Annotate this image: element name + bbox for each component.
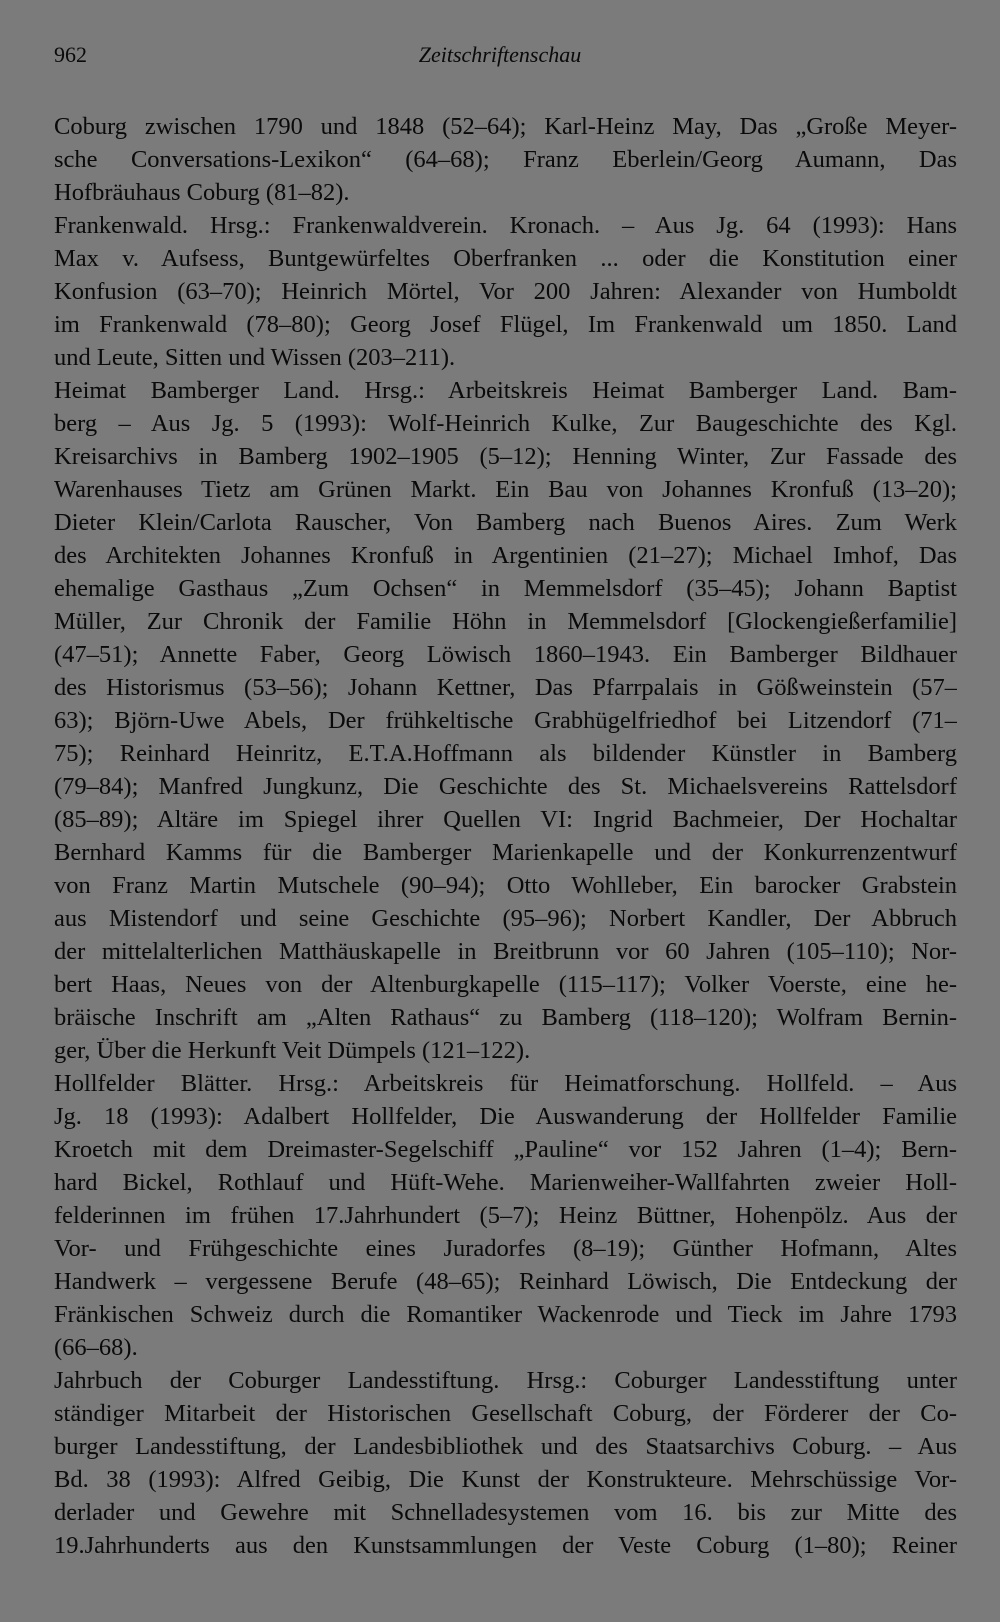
- text-line: hard Bickel, Rothlauf und Hüft-Wehe. Marienweiher-Wallfahrten zweier Holl-: [54, 1169, 957, 1196]
- text-line: felderinnen im frühen 17.Jahrhundert (5–7); Heinz Büttner, Hohenpölz. Aus der: [54, 1202, 957, 1229]
- text-line: berg – Aus Jg. 5 (1993): Wolf-Heinrich Kulke, Zur Baugeschichte des Kgl.: [54, 410, 957, 437]
- text-line: bräische Inschrift am „Alten Rathaus“ zu Bamberg (118–120); Wolfram Bernin-: [54, 1004, 957, 1031]
- text-line: der mittelalterlichen Matthäuskapelle in Breitbrunn vor 60 Jahren (105–110); Nor-: [54, 938, 957, 965]
- text-line: (47–51); Annette Faber, Georg Löwisch 1860–1943. Ein Bamberger Bildhauer: [54, 641, 957, 668]
- text-line: Jahrbuch der Coburger Landesstiftung. Hrsg.: Coburger Landesstiftung unter: [54, 1367, 957, 1394]
- running-head: [54, 42, 946, 78]
- text-line: (85–89); Altäre im Spiegel ihrer Quellen VI: Ingrid Bachmeier, Der Hochaltar: [54, 806, 957, 833]
- running-title: Zeitschriftenschau: [418, 42, 582, 67]
- text-line: Vor- und Frühgeschichte eines Juradorfes (8–19); Günther Hofmann, Altes: [54, 1235, 957, 1262]
- text-line: Konfusion (63–70); Heinrich Mörtel, Vor 200 Jahren: Alexander von Humboldt: [54, 278, 957, 305]
- text-line: Warenhauses Tietz am Grünen Markt. Ein Bau von Johannes Kronfuß (13–20);: [54, 476, 957, 503]
- text-line: Dieter Klein/Carlota Rauscher, Von Bamberg nach Buenos Aires. Zum Werk: [54, 509, 957, 536]
- page-number: 962: [54, 42, 87, 67]
- text-line: Fränkischen Schweiz durch die Romantiker Wackenrode und Tieck im Jahre 1793: [54, 1301, 957, 1328]
- text-line: Frankenwald. Hrsg.: Frankenwaldverein. Kronach. – Aus Jg. 64 (1993): Hans: [54, 212, 957, 239]
- text-line: aus Mistendorf und seine Geschichte (95–96); Norbert Kandler, Der Abbruch: [54, 905, 957, 932]
- text-line: Handwerk – vergessene Berufe (48–65); Reinhard Löwisch, Die Entdeckung der: [54, 1268, 957, 1295]
- text-line: Bernhard Kamms für die Bamberger Marienkapelle und der Konkurrenzentwurf: [54, 839, 957, 866]
- text-line: (66–68).: [54, 1334, 138, 1361]
- text-line: ger, Über die Herkunft Veit Dümpels (121–122).: [54, 1037, 531, 1064]
- text-line: von Franz Martin Mutschele (90–94); Otto Wohlleber, Ein barocker Grabstein: [54, 872, 957, 899]
- text-line: Hollfelder Blätter. Hrsg.: Arbeitskreis für Heimatforschung. Hollfeld. – Aus: [54, 1070, 957, 1097]
- text-line: Hofbräuhaus Coburg (81–82).: [54, 179, 350, 206]
- text-line: Kroetch mit dem Dreimaster-Segelschiff „Pauline“ vor 152 Jahren (1–4); Bern-: [54, 1136, 957, 1163]
- text-line: Müller, Zur Chronik der Familie Höhn in Memmelsdorf [Glockengießerfamilie]: [54, 608, 957, 635]
- text-line: des Architekten Johannes Kronfuß in Argentinien (21–27); Michael Imhof, Das: [54, 542, 957, 569]
- text-line: 19.Jahrhunderts aus den Kunstsammlungen der Veste Coburg (1–80); Reiner: [54, 1532, 957, 1559]
- text-line: burger Landesstiftung, der Landesbibliothek und des Staatsarchivs Coburg. – Aus: [54, 1433, 957, 1460]
- text-line: Max v. Aufsess, Buntgewürfeltes Oberfranken ... oder die Konstitution einer: [54, 245, 957, 272]
- text-line: (79–84); Manfred Jungkunz, Die Geschichte des St. Michaelsvereins Rattelsdorf: [54, 773, 957, 800]
- text-line: Heimat Bamberger Land. Hrsg.: Arbeitskreis Heimat Bamberger Land. Bam-: [54, 377, 957, 404]
- text-line: Bd. 38 (1993): Alfred Geibig, Die Kunst der Konstrukteure. Mehrschüssige Vor-: [54, 1466, 957, 1493]
- text-line: ständiger Mitarbeit der Historischen Gesellschaft Coburg, der Förderer der Co-: [54, 1400, 957, 1427]
- text-line: Coburg zwischen 1790 und 1848 (52–64); Karl-Heinz May, Das „Große Meyer-: [54, 113, 957, 140]
- text-line: und Leute, Sitten und Wissen (203–211).: [54, 344, 456, 371]
- text-line: ehemalige Gasthaus „Zum Ochsen“ in Memmelsdorf (35–45); Johann Baptist: [54, 575, 957, 602]
- body-text: [54, 110, 957, 1562]
- text-line: Jg. 18 (1993): Adalbert Hollfelder, Die Auswanderung der Hollfelder Familie: [54, 1103, 957, 1130]
- text-line: sche Conversations-Lexikon“ (64–68); Franz Eberlein/Georg Aumann, Das: [54, 146, 957, 173]
- text-line: des Historismus (53–56); Johann Kettner, Das Pfarrpalais in Gößweinstein (57–: [54, 674, 957, 701]
- text-line: derlader und Gewehre mit Schnelladesystemen vom 16. bis zur Mitte des: [54, 1499, 957, 1526]
- text-line: im Frankenwald (78–80); Georg Josef Flügel, Im Frankenwald um 1850. Land: [54, 311, 957, 338]
- text-line: 75); Reinhard Heinritz, E.T.A.Hoffmann als bildender Künstler in Bamberg: [54, 740, 957, 767]
- text-line: bert Haas, Neues von der Altenburgkapelle (115–117); Volker Voerste, eine he-: [54, 971, 957, 998]
- text-line: 63); Björn-Uwe Abels, Der frühkeltische Grabhügelfriedhof bei Litzendorf (71–: [54, 707, 957, 734]
- text-line: Kreisarchivs in Bamberg 1902–1905 (5–12); Henning Winter, Zur Fassade des: [54, 443, 957, 470]
